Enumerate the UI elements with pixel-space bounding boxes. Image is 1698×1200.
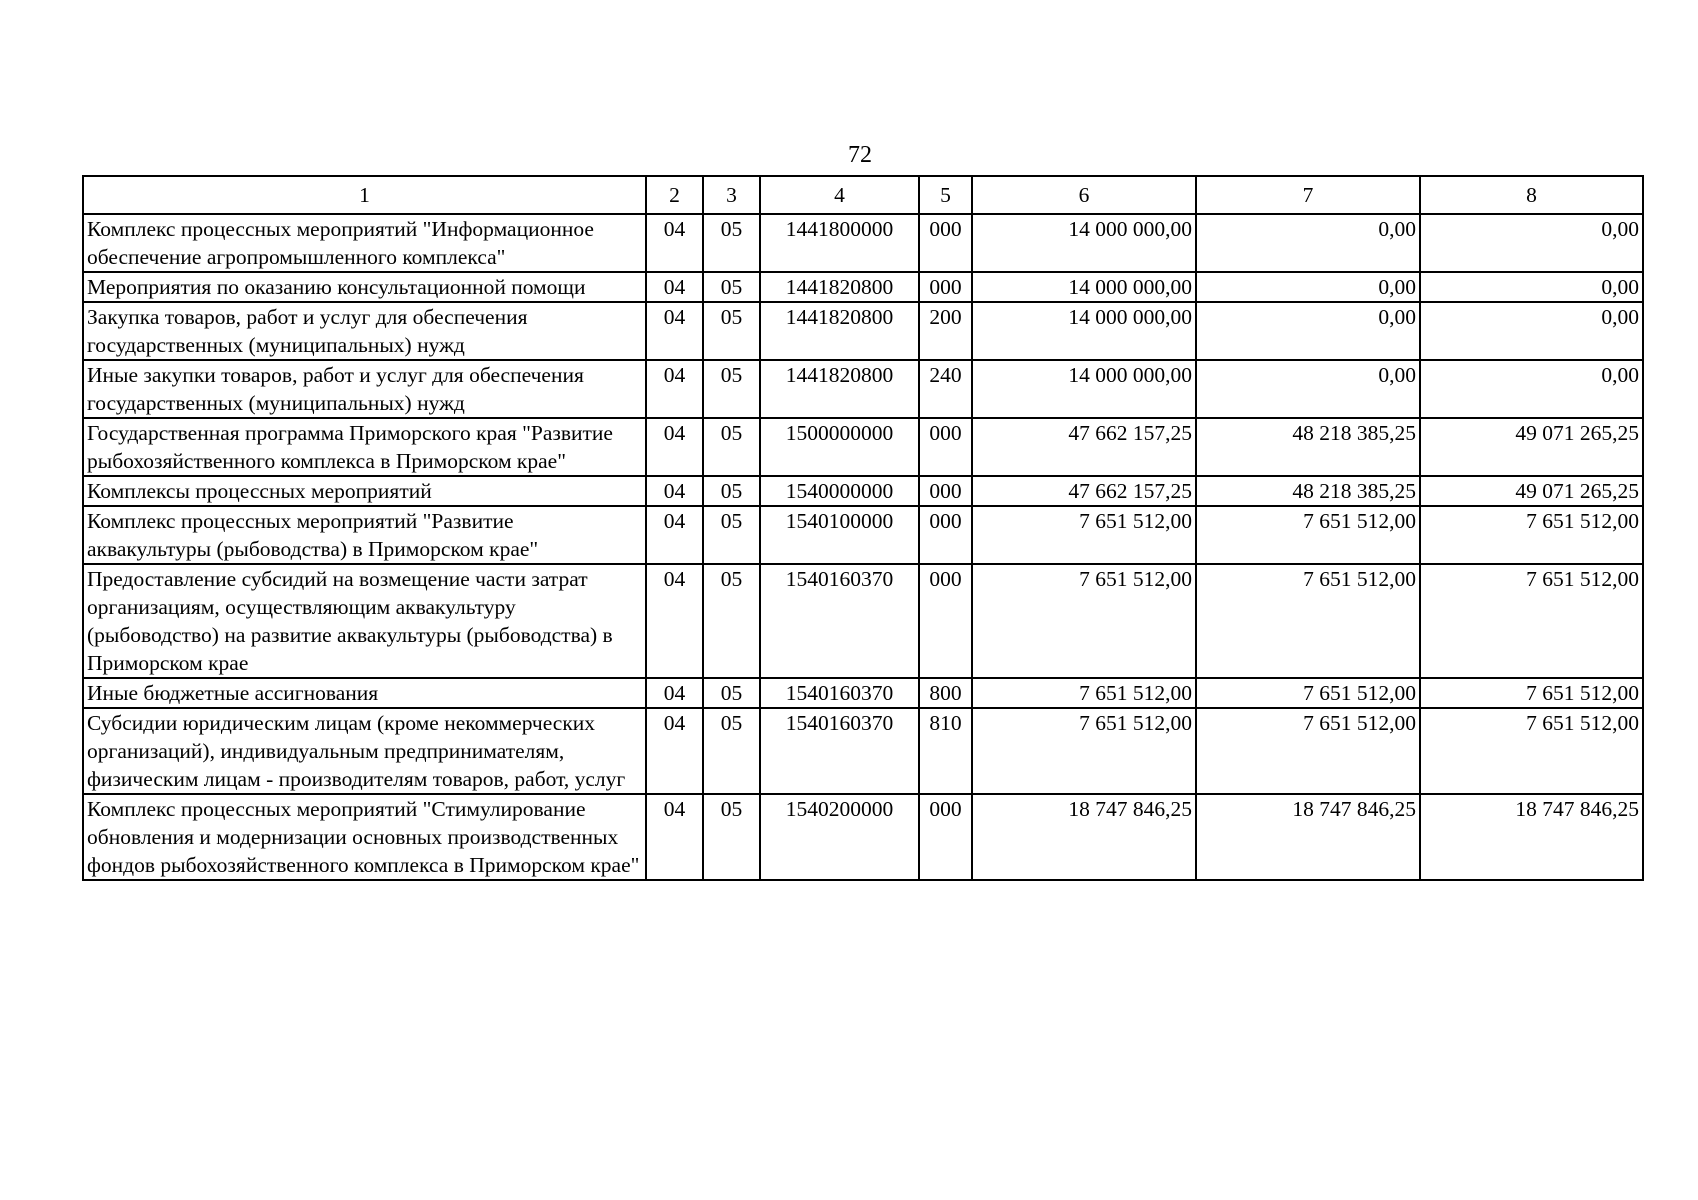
amount-year-3: 49 071 265,25 bbox=[1420, 418, 1643, 476]
amount-year-2: 7 651 512,00 bbox=[1196, 506, 1420, 564]
target-article-code: 1441820800 bbox=[760, 302, 919, 360]
expense-type-code: 000 bbox=[919, 418, 972, 476]
column-header: 2 bbox=[646, 176, 703, 214]
row-name: Комплекс процессных мероприятий "Развитие аквакультуры (рыбоводства) в Приморском крае" bbox=[83, 506, 646, 564]
amount-year-1: 7 651 512,00 bbox=[972, 678, 1196, 708]
section-code: 04 bbox=[646, 272, 703, 302]
row-name: Предоставление субсидий на возмещение части затрат организациям, осуществляющим аквакультуру (рыбоводство) на развитие аквакультуры (рыбоводства) в Приморском крае bbox=[83, 564, 646, 678]
subsection-code: 05 bbox=[703, 214, 760, 272]
row-name: Субсидии юридическим лицам (кроме некоммерческих организаций), индивидуальным предпринимателям, физическим лицам - производителям товаров, работ, услуг bbox=[83, 708, 646, 794]
expense-type-code: 000 bbox=[919, 272, 972, 302]
target-article-code: 1540200000 bbox=[760, 794, 919, 880]
amount-year-1: 47 662 157,25 bbox=[972, 418, 1196, 476]
target-article-code: 1540160370 bbox=[760, 678, 919, 708]
table-row bbox=[83, 272, 1643, 302]
expense-type-code: 000 bbox=[919, 564, 972, 678]
amount-year-3: 0,00 bbox=[1420, 360, 1643, 418]
expense-type-code: 000 bbox=[919, 214, 972, 272]
subsection-code: 05 bbox=[703, 678, 760, 708]
target-article-code: 1540100000 bbox=[760, 506, 919, 564]
amount-year-3: 49 071 265,25 bbox=[1420, 476, 1643, 506]
amount-year-3: 0,00 bbox=[1420, 302, 1643, 360]
amount-year-2: 0,00 bbox=[1196, 302, 1420, 360]
table-row bbox=[83, 360, 1643, 418]
target-article-code: 1500000000 bbox=[760, 418, 919, 476]
section-code: 04 bbox=[646, 476, 703, 506]
section-code: 04 bbox=[646, 678, 703, 708]
amount-year-2: 7 651 512,00 bbox=[1196, 564, 1420, 678]
amount-year-2: 7 651 512,00 bbox=[1196, 708, 1420, 794]
amount-year-1: 7 651 512,00 bbox=[972, 708, 1196, 794]
table-row bbox=[83, 506, 1643, 564]
amount-year-1: 47 662 157,25 bbox=[972, 476, 1196, 506]
row-name: Комплекс процессных мероприятий "Информационное обеспечение агропромышленного комплекса" bbox=[83, 214, 646, 272]
section-code: 04 bbox=[646, 708, 703, 794]
budget-table bbox=[82, 175, 1644, 881]
amount-year-3: 0,00 bbox=[1420, 214, 1643, 272]
amount-year-2: 7 651 512,00 bbox=[1196, 678, 1420, 708]
amount-year-1: 7 651 512,00 bbox=[972, 564, 1196, 678]
amount-year-2: 0,00 bbox=[1196, 360, 1420, 418]
amount-year-3: 7 651 512,00 bbox=[1420, 506, 1643, 564]
table-row bbox=[83, 708, 1643, 794]
column-header: 3 bbox=[703, 176, 760, 214]
subsection-code: 05 bbox=[703, 360, 760, 418]
row-name: Комплекс процессных мероприятий "Стимулирование обновления и модернизации основных производственных фондов рыбохозяйственного комплекса в Приморском крае" bbox=[83, 794, 646, 880]
row-name: Комплексы процессных мероприятий bbox=[83, 476, 646, 506]
target-article-code: 1441820800 bbox=[760, 360, 919, 418]
amount-year-2: 0,00 bbox=[1196, 214, 1420, 272]
amount-year-2: 18 747 846,25 bbox=[1196, 794, 1420, 880]
amount-year-1: 7 651 512,00 bbox=[972, 506, 1196, 564]
column-header: 8 bbox=[1420, 176, 1643, 214]
amount-year-1: 14 000 000,00 bbox=[972, 214, 1196, 272]
expense-type-code: 200 bbox=[919, 302, 972, 360]
table-row bbox=[83, 794, 1643, 880]
subsection-code: 05 bbox=[703, 794, 760, 880]
subsection-code: 05 bbox=[703, 418, 760, 476]
table-row bbox=[83, 302, 1643, 360]
target-article-code: 1441820800 bbox=[760, 272, 919, 302]
subsection-code: 05 bbox=[703, 506, 760, 564]
row-name: Закупка товаров, работ и услуг для обеспечения государственных (муниципальных) нужд bbox=[83, 302, 646, 360]
amount-year-1: 14 000 000,00 bbox=[972, 302, 1196, 360]
column-header: 4 bbox=[760, 176, 919, 214]
expense-type-code: 810 bbox=[919, 708, 972, 794]
expense-type-code: 800 bbox=[919, 678, 972, 708]
amount-year-3: 0,00 bbox=[1420, 272, 1643, 302]
row-name: Государственная программа Приморского края "Развитие рыбохозяйственного комплекса в Приморском крае" bbox=[83, 418, 646, 476]
section-code: 04 bbox=[646, 794, 703, 880]
amount-year-1: 14 000 000,00 bbox=[972, 360, 1196, 418]
amount-year-2: 48 218 385,25 bbox=[1196, 418, 1420, 476]
amount-year-3: 7 651 512,00 bbox=[1420, 564, 1643, 678]
column-header: 7 bbox=[1196, 176, 1420, 214]
amount-year-2: 48 218 385,25 bbox=[1196, 476, 1420, 506]
expense-type-code: 000 bbox=[919, 794, 972, 880]
target-article-code: 1540160370 bbox=[760, 564, 919, 678]
target-article-code: 1540160370 bbox=[760, 708, 919, 794]
row-name: Иные бюджетные ассигнования bbox=[83, 678, 646, 708]
table-row bbox=[83, 476, 1643, 506]
expense-type-code: 240 bbox=[919, 360, 972, 418]
subsection-code: 05 bbox=[703, 272, 760, 302]
subsection-code: 05 bbox=[703, 708, 760, 794]
column-header: 5 bbox=[919, 176, 972, 214]
amount-year-1: 14 000 000,00 bbox=[972, 272, 1196, 302]
header-row bbox=[83, 176, 1643, 214]
table-row bbox=[83, 418, 1643, 476]
expense-type-code: 000 bbox=[919, 476, 972, 506]
subsection-code: 05 bbox=[703, 564, 760, 678]
target-article-code: 1540000000 bbox=[760, 476, 919, 506]
table-row bbox=[83, 678, 1643, 708]
table-row bbox=[83, 564, 1643, 678]
amount-year-2: 0,00 bbox=[1196, 272, 1420, 302]
row-name: Мероприятия по оказанию консультационной помощи bbox=[83, 272, 646, 302]
amount-year-3: 18 747 846,25 bbox=[1420, 794, 1643, 880]
section-code: 04 bbox=[646, 214, 703, 272]
target-article-code: 1441800000 bbox=[760, 214, 919, 272]
section-code: 04 bbox=[646, 302, 703, 360]
amount-year-3: 7 651 512,00 bbox=[1420, 708, 1643, 794]
column-header: 1 bbox=[83, 176, 646, 214]
section-code: 04 bbox=[646, 564, 703, 678]
page-number: 72 bbox=[848, 142, 872, 168]
amount-year-3: 7 651 512,00 bbox=[1420, 678, 1643, 708]
table-row bbox=[83, 214, 1643, 272]
subsection-code: 05 bbox=[703, 302, 760, 360]
expense-type-code: 000 bbox=[919, 506, 972, 564]
section-code: 04 bbox=[646, 506, 703, 564]
section-code: 04 bbox=[646, 418, 703, 476]
subsection-code: 05 bbox=[703, 476, 760, 506]
column-header: 6 bbox=[972, 176, 1196, 214]
row-name: Иные закупки товаров, работ и услуг для обеспечения государственных (муниципальных) нужд bbox=[83, 360, 646, 418]
amount-year-1: 18 747 846,25 bbox=[972, 794, 1196, 880]
section-code: 04 bbox=[646, 360, 703, 418]
